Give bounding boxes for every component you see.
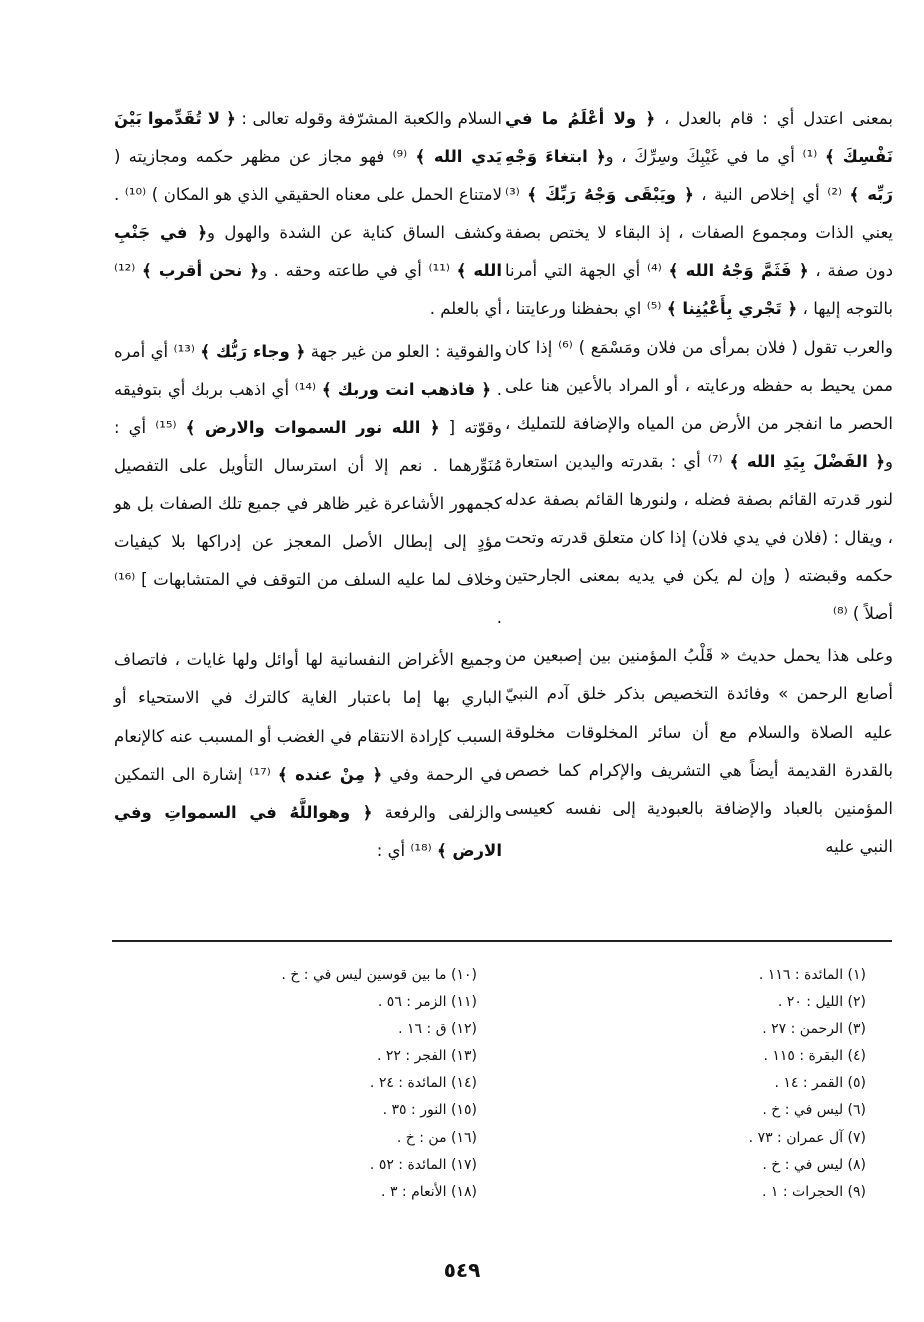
text-run: والفوقية : العلو من غير جهة xyxy=(305,341,502,361)
text-run: ⁽¹⁾ أي ما في غَيْبِكَ وسِرِّكَ ، و xyxy=(605,147,825,167)
quran-quote: ﴿ لا تُقَدِّموا بَيْنَ يَدي الله ﴾ xyxy=(114,109,502,167)
text-run: ⁽¹¹⁾ أي في طاعته وحقه . و xyxy=(259,261,457,281)
quran-quote: ﴿ ويَبْقَى وَجْهُ رَبِّكَ ﴾ xyxy=(527,185,694,205)
text-run: ⁽¹⁴⁾ أي اذهب بربك أي بتوفيقه وقوّته [ xyxy=(114,379,502,437)
footnote-item: (١) المائدة : ١١٦ . xyxy=(758,967,866,983)
text-run: ⁽²⁾ أي إخلاص النية ، xyxy=(693,185,850,205)
footnote-item: (٦) ليس في : خ . xyxy=(762,1102,866,1119)
footnotes-left xyxy=(117,962,477,1206)
quran-quote: ﴿ ابتغاءَ وَجْهِ رَبِّه ﴾ xyxy=(505,147,893,205)
text-run: ⁽¹⁸⁾ أي : xyxy=(376,840,437,860)
paragraph xyxy=(505,100,893,633)
quran-quote: ﴿ نحن أقرب ﴾ xyxy=(142,261,260,281)
footnote-item: (١٧) المائدة : ٥٢ . xyxy=(369,1156,477,1173)
page-number: ٥٤٩ xyxy=(443,1258,481,1282)
quran-quote: ﴿ وهواللَّهُ في السمواتِ وفي الارض ﴾ xyxy=(114,802,502,860)
text-run: ⁽⁵⁾ اي بحفظنا ورعايتنا ، والعرب تقول ( فلان بمرأى من فلان ومَسْمَع ) ⁽⁶⁾ إذا كان ممن يحيط به حفظه ورعايته ، أو المراد بالأعين هنا على الحصر ما انفجر من الأرض من المياه والإضافة للتمليك ، و xyxy=(505,299,893,471)
footnote-item: (٧) آل عمران : ٧٣ . xyxy=(748,1129,866,1146)
main-text-right-column xyxy=(505,100,893,866)
footnote-item: (٥) القمر : ١٤ . xyxy=(774,1075,866,1092)
quran-quote: ﴿ وجاء رَبُّك ﴾ xyxy=(200,341,306,361)
quran-quote: ﴿ ولا أعْلَمُ ما في نَفْسِكَ ﴾ xyxy=(505,109,894,167)
footnote-item: (١٨) الأنعام : ٣ . xyxy=(381,1183,477,1200)
text-run: ⁽¹³⁾ أي أمره . xyxy=(114,341,502,399)
text-run: ⁽³⁾ يعني الذات ومجموع الصفات ، إذ البقاء لا يختص بصفة دون صفة ، xyxy=(505,185,893,281)
quran-quote: ﴿ فَثَمَّ وَجْهُ الله ﴾ xyxy=(668,261,809,281)
text-run: بمعنى اعتدل أي : قام بالعدل ، xyxy=(655,109,893,128)
quran-quote: ﴿ الله نور السموات والارض ﴾ xyxy=(185,417,440,437)
quran-quote: ﴿ تَجْري بِأَعْيُنِنا ﴾ xyxy=(666,299,798,319)
text-run: وعلى هذا يحمل حديث « قَلْبُ المؤمنين بين إصبعين من أصابع الرحمن » وفائدة التخصيص بذكر خلق آدم النبيّ عليه الصلاة والسلام مع أن سائر المخلوقات مخلوقة بالقدرة القديمة أيضاً هي التشريف والإكرام كما خصص المؤمنين بالعباد والإضافة بالعبودية إلى نفسه كعيسى النبي عليه xyxy=(505,646,893,856)
quran-quote: ﴿ مِنْ عنده ﴾ xyxy=(277,764,383,784)
footnote-item: (٤) البقرة : ١١٥ . xyxy=(763,1048,866,1065)
paragraph xyxy=(114,333,502,638)
footnote-item: (١٤) المائدة : ٢٤ . xyxy=(369,1075,477,1092)
quran-quote: ﴿ في جَنْبِ الله ﴾ xyxy=(114,223,502,281)
text-run: وجميع الأغراض النفسانية لها أوائل ولها غايات ، فاتصاف الباري بها إما باعتبار الغاية كالترك في الاستحياء أو السبب كإرادة الانتقام في الغضب أو المسبب عنه كالإنعام في الرحمة وفي xyxy=(114,650,502,784)
text-run: ⁽¹⁵⁾ أي : مُنَوِّرهما . نعم إلا أن استرسال التأويل على التفصيل كجمهور الأشاعرة غير ظاهر في جميع تلك الصفات بل هو مؤدٍ إلى إبطال الأصل المعجز عن إدراكها بلا كيفيات وخلاف لما عليه السلف من التوقف في المتشابهات ] ⁽¹⁶⁾ . xyxy=(114,417,502,628)
main-text-left-column xyxy=(114,100,502,870)
footnote-item: (١٦) من : خ . xyxy=(396,1129,477,1146)
footnote-item: (٣) الرحمن : ٢٧ . xyxy=(762,1021,866,1038)
text-run: ⁽¹²⁾ أي بالعلم . xyxy=(114,261,502,319)
footnote-item: (١١) الزمر : ٥٦ . xyxy=(377,994,477,1011)
paragraph xyxy=(505,637,893,866)
footnotes-right xyxy=(506,962,866,1206)
footnote-item: (٢) الليل : ٢٠ . xyxy=(777,994,866,1011)
footnote-item: (٨) ليس في : خ . xyxy=(762,1156,866,1173)
text-run: ⁽⁹⁾ فهو مجاز عن مظهر حكمه ومجازيته ( لامتناع الحمل على معناه الحقيقي الذي هو المكان ) ⁽¹⁰⁾ . وكشف الساق كناية عن الشدة والهول و xyxy=(114,147,502,243)
text-run: السلام والكعبة المشرّفة وقوله تعالى : xyxy=(235,109,502,128)
footnote-item: (١٣) الفجر : ٢٢ . xyxy=(377,1048,477,1065)
text-run: ⁽⁴⁾ أي الجهة التي أمرنا بالتوجه إليها ، xyxy=(505,261,893,319)
footnote-item: (٩) الحجرات : ١ . xyxy=(762,1183,866,1200)
footnote-item: (١٥) النور : ٣٥ . xyxy=(382,1102,477,1119)
text-run: ⁽⁷⁾ أي : بقدرته واليدين استعارة لنور قدرته القائم بصفة فضله ، ولنورها القائم بصفة عدله ، ويقال : (فلان في يدي فلان) إذا كان متعلق قدرته وتحت حكمه وقبضته ( وإن لم يكن في يديه بمعنى الجارحتين أصلاً ) ⁽⁸⁾ xyxy=(505,451,893,624)
footnote-item: (١٢) ق : ١٦ . xyxy=(398,1021,477,1038)
footnote-separator xyxy=(112,940,892,942)
paragraph xyxy=(114,100,502,329)
quran-quote: ﴿ فاذهب انت وربك ﴾ xyxy=(321,379,492,399)
paragraph xyxy=(114,641,502,870)
footnote-item: (١٠) ما بين قوسين ليس في : خ . xyxy=(281,967,477,983)
text-run: ⁽¹⁷⁾ إشارة الى التمكين والزلفى والرفعة xyxy=(114,764,502,822)
quran-quote: ﴿ الفَضْلَ بِيَدِ الله ﴾ xyxy=(729,451,886,471)
